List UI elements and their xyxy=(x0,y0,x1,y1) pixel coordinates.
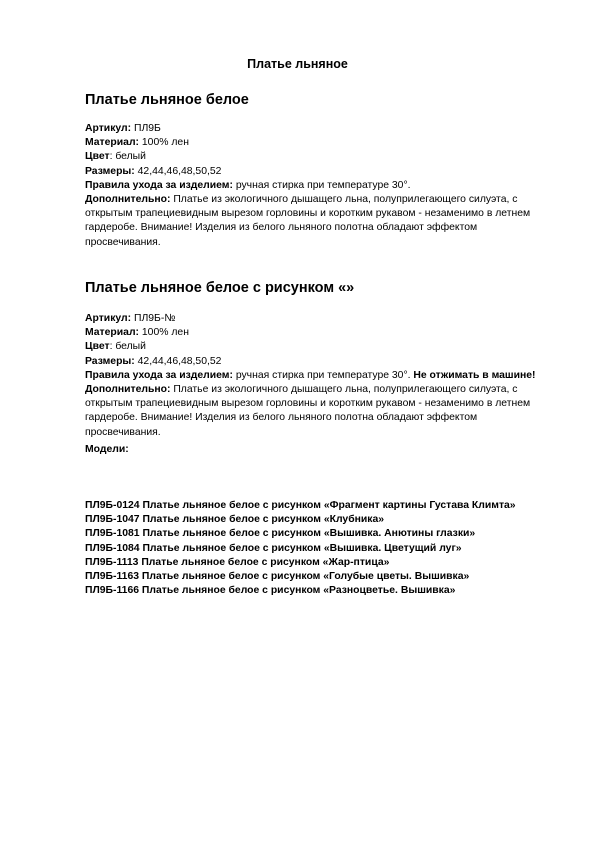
color-value: : белый xyxy=(109,151,146,163)
product-details xyxy=(85,312,547,440)
extra-value: Платье из экологичного дышащего льна, полуприлегающего силуэта, с открытым трапециевидным вырезом горловины и коротким рукавом - незаменимо в летнем гардеробе. Внимание! Изделия из белого льняного полотна обладают эффектом просвечивания. xyxy=(85,194,531,248)
material-line xyxy=(85,136,547,150)
list-item: ПЛ9Б-1166 Платье льняное белое с рисунком «Разноцветье. Вышивка» xyxy=(85,585,456,597)
material-value: 100% лен xyxy=(139,137,189,149)
extra-label: Дополнительно: xyxy=(85,194,171,206)
care-value: ручная стирка при температуре 30°. xyxy=(232,369,414,381)
care-warning: Не отжимать в машине! xyxy=(413,369,536,381)
color-line xyxy=(85,150,547,164)
material-value: 100% лен xyxy=(139,327,189,339)
color-label: Цвет xyxy=(85,151,110,163)
extra-line xyxy=(85,193,547,250)
list-item: ПЛ9Б-0124 Платье льняное белое с рисунком «Фрагмент картины Густава Климта» xyxy=(85,500,516,511)
sizes-line xyxy=(85,165,547,179)
care-line xyxy=(85,369,547,383)
article-label: Артикул: xyxy=(85,313,132,324)
sizes-value: 42,44,46,48,50,52 xyxy=(134,355,222,367)
care-label: Правила ухода за изделием: xyxy=(85,179,233,191)
sizes-label: Размеры: xyxy=(85,165,135,177)
article-label: Артикул: xyxy=(85,123,132,134)
extra-line xyxy=(85,383,547,440)
list-item: ПЛ9Б-1163 Платье льняное белое с рисунком «Голубые цветы. Вышивка» xyxy=(85,571,470,583)
care-line xyxy=(85,179,547,193)
article-value: ПЛ9Б-№ xyxy=(131,313,176,324)
material-label: Материал: xyxy=(85,327,140,339)
extra-label: Дополнительно: xyxy=(85,384,171,396)
sizes-line xyxy=(85,355,547,369)
product-title: Платье льняное белое с рисунком «» xyxy=(85,280,355,296)
color-line xyxy=(85,340,547,354)
list-item: ПЛ9Б-1113 Платье льняное белое с рисунком «Жар-птица» xyxy=(85,556,390,568)
list-item: ПЛ9Б-1081 Платье льняное белое с рисунком «Вышивка. Анютины глазки» xyxy=(85,528,476,540)
sizes-value: 42,44,46,48,50,52 xyxy=(134,165,222,177)
document-title: Платье льняное xyxy=(247,57,348,71)
article-line xyxy=(85,122,547,136)
color-value: : белый xyxy=(109,341,146,353)
models-list xyxy=(85,499,555,598)
extra-value: Платье из экологичного дышащего льна, полуприлегающего силуэта, с открытым трапециевидным вырезом горловины и коротким рукавом - незаменимо в летнем гардеробе. Внимание! Изделия из белого льняного полотна обладают эффектом просвечивания. xyxy=(85,384,531,438)
care-value: ручная стирка при температуре 30°. xyxy=(232,179,411,191)
product-details xyxy=(85,122,547,250)
list-item: ПЛ9Б-1084 Платье льняное белое с рисунком «Вышивка. Цветущий луг» xyxy=(85,542,462,554)
models-heading: Модели: xyxy=(85,444,129,455)
article-value: ПЛ9Б xyxy=(131,123,161,134)
material-line xyxy=(85,326,547,340)
sizes-label: Размеры: xyxy=(85,355,135,367)
material-label: Материал: xyxy=(85,137,140,149)
care-label: Правила ухода за изделием: xyxy=(85,369,233,381)
article-line xyxy=(85,312,547,326)
color-label: Цвет xyxy=(85,341,110,353)
product-title: Платье льняное белое xyxy=(85,92,249,108)
list-item: ПЛ9Б-1047 Платье льняное белое с рисунком «Клубника» xyxy=(85,514,385,526)
